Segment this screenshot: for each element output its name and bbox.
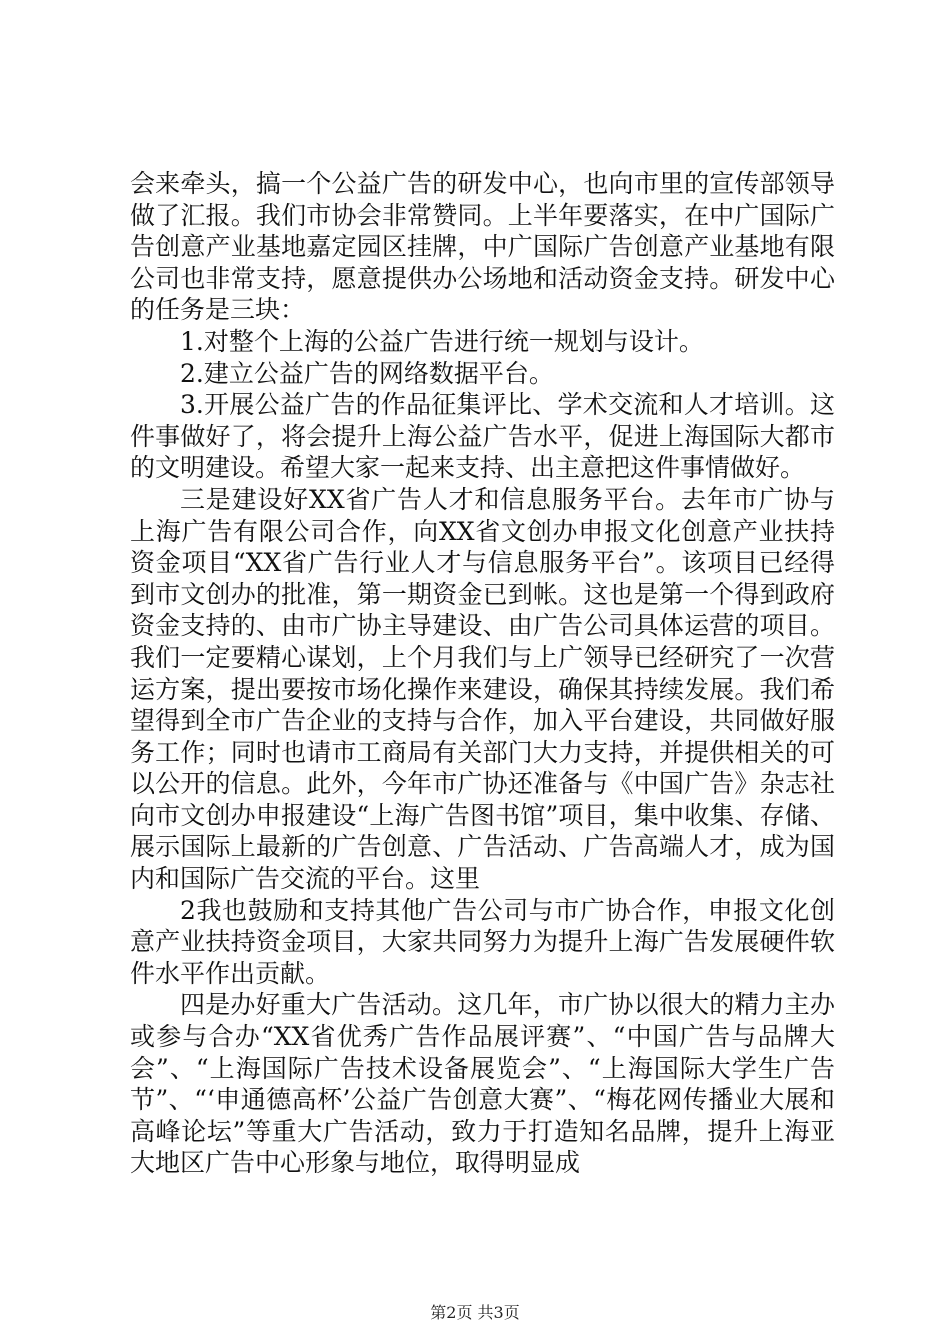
paragraph-task-2: 2.建立公益广告的网络数据平台。 bbox=[180, 358, 554, 388]
page-footer: 第2页 共3页 bbox=[430, 1303, 520, 1322]
paragraph-talent-platform: 三是建设好XX省广告人才和信息服务平台。去年市广协与上海广告有限公司合作，向XX省文创办申报文化创意产业扶持资金项目“XX省广告行业人才与信息服务平台”。该项目已经得到市文创办的批准，第一期资金已到帐。这也是第一个得到政府资金支持的、由市广协主导建设、由广告公司具体运营的项目。我们一定要精心谋划，上个月我们与上广领导已经研究了一次营运方案，提出要按市场化操作来建设，确保其持续发展。我们希望得到全市广告企业的支持与合作，加入平台建设，共同做好服务工作；同时也请市工商局有关部门大力支持，并提供相关的可以公开的信息。此外，今年市广协还准备与《中国广告》杂志社向市文创办申报建设“上海广告图书馆”项目，集中收集、存储、展示国际上最新的广告创意、广告活动、广告高端人才，成为国内和国际广告交流的平台。这里 bbox=[130, 484, 835, 894]
paragraph-encourage-cooperation: 2我也鼓励和支持其他广告公司与市广协合作，申报文化创意产业扶持资金项目，大家共同努力为提升上海广告发展硬件软件水平作出贡献。 bbox=[130, 895, 835, 988]
paragraph-task-1: 1.对整个上海的公益广告进行统一规划与设计。 bbox=[180, 326, 704, 356]
paragraph-research-center: 会来牵头，搞一个公益广告的研发中心，也向市里的宣传部领导做了汇报。我们市协会非常赞同。上半年要落实，在中广国际广告创意产业基地嘉定园区挂牌，中广国际广告创意产业基地有限公司也非常支持，愿意提供办公场地和活动资金支持。研发中心的任务是三块： bbox=[130, 169, 835, 325]
paragraph-task-3: 3.开展公益广告的作品征集评比、学术交流和人才培训。这件事做好了，将会提升上海公益广告水平，促进上海国际大都市的文明建设。希望大家一起来支持、出主意把这件事情做好。 bbox=[130, 390, 835, 483]
document-body bbox=[130, 168, 835, 1179]
paragraph-major-events: 四是办好重大广告活动。这几年，市广协以很大的精力主办或参与合办“XX省优秀广告作品展评赛”、“中国广告与品牌大会”、“上海国际广告技术设备展览会”、“上海国际大学生广告节”、“‘申通德高杯’公益广告创意大赛”、“梅花网传播业大展和高峰论坛”等重大广告活动，致力于打造知名品牌，提升上海亚大地区广告中心形象与地位，取得明显成 bbox=[130, 990, 835, 1178]
